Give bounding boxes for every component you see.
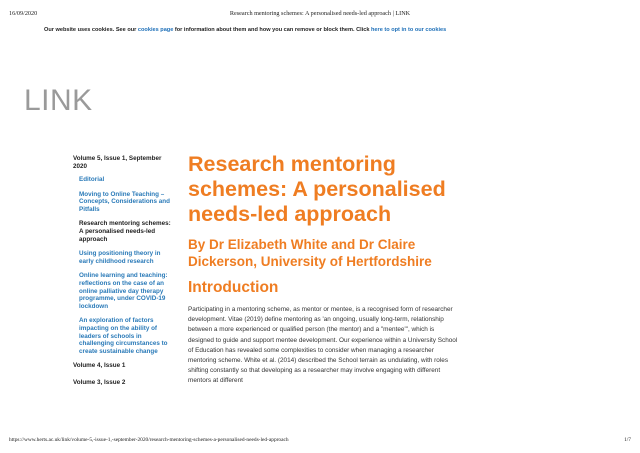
sidebar-item-research-mentoring[interactable]: Research mentoring schemes: A personalised needs-led approach [79,220,171,243]
article-title: Research mentoring schemes: A personalised needs-led approach [188,152,446,226]
site-logo[interactable]: LINK [24,84,93,117]
print-page-number: 1/7 [624,437,631,443]
sidebar-item-online-learning[interactable]: Online learning and teaching: reflections on the case of an online palliative day therapy programme, under COVID-19 lockdown [79,272,168,310]
article-byline: By Dr Elizabeth White and Dr Claire Dickerson, University of Hertfordshire [188,237,432,269]
sidebar-volume-3-issue-2[interactable]: Volume 3, Issue 2 [73,379,126,387]
issue-sidebar [73,155,173,396]
sidebar-volume-4-issue-1[interactable]: Volume 4, Issue 1 [73,362,126,370]
print-url: https://www.herts.ac.uk/link/volume-5,-issue-1,-september-2020/research-mentoring-schemes-a-personalised-needs-led-approach [9,437,289,443]
print-date: 16/09/2020 [9,10,38,17]
current-volume-heading: Volume 5, Issue 1, September 2020 [73,155,162,170]
cookie-banner [44,27,446,33]
cookie-text-2: for information about them and how you can remove or block them. Click [173,27,372,33]
cookie-text-1: Our website uses cookies. See our [44,27,138,33]
section-heading: Introduction [188,279,279,296]
article [188,152,458,393]
sidebar-item-school-leaders[interactable]: An exploration of factors impacting on the ability of leaders of schools in challenging circumstances to create sustainable change [79,317,168,355]
cookie-opt-in-link[interactable]: here to opt in to our cookies [371,27,447,33]
print-page-title: Research mentoring schemes: A personalised needs-led approach | LINK [229,10,411,17]
cookies-page-link[interactable]: cookies page [137,27,174,33]
sidebar-item-editorial[interactable]: Editorial [79,176,105,183]
article-body: Participating in a mentoring scheme, as mentor or mentee, is a recognised form of researcher development. Vitae (2019) define mentoring as 'an ongoing, usually long-term, relationship between a more experienced or qualified person (the mentor) and a "mentee"', which is designed to guide and support mentee development. Our experience within a University School of Education has revealed some complexities to consider when managing a researcher mentoring scheme. White et al. (2014) described the School terrain as undulating, with roles shifting constantly so that developing as a researcher may involve engaging with different mentors at different [188,306,458,385]
print-header [9,10,631,20]
sidebar-item-positioning-theory[interactable]: Using positioning theory in early childhood research [79,250,161,265]
sidebar-item-online-teaching[interactable]: Moving to Online Teaching – Concepts, Considerations and Pitfalls [79,190,170,213]
